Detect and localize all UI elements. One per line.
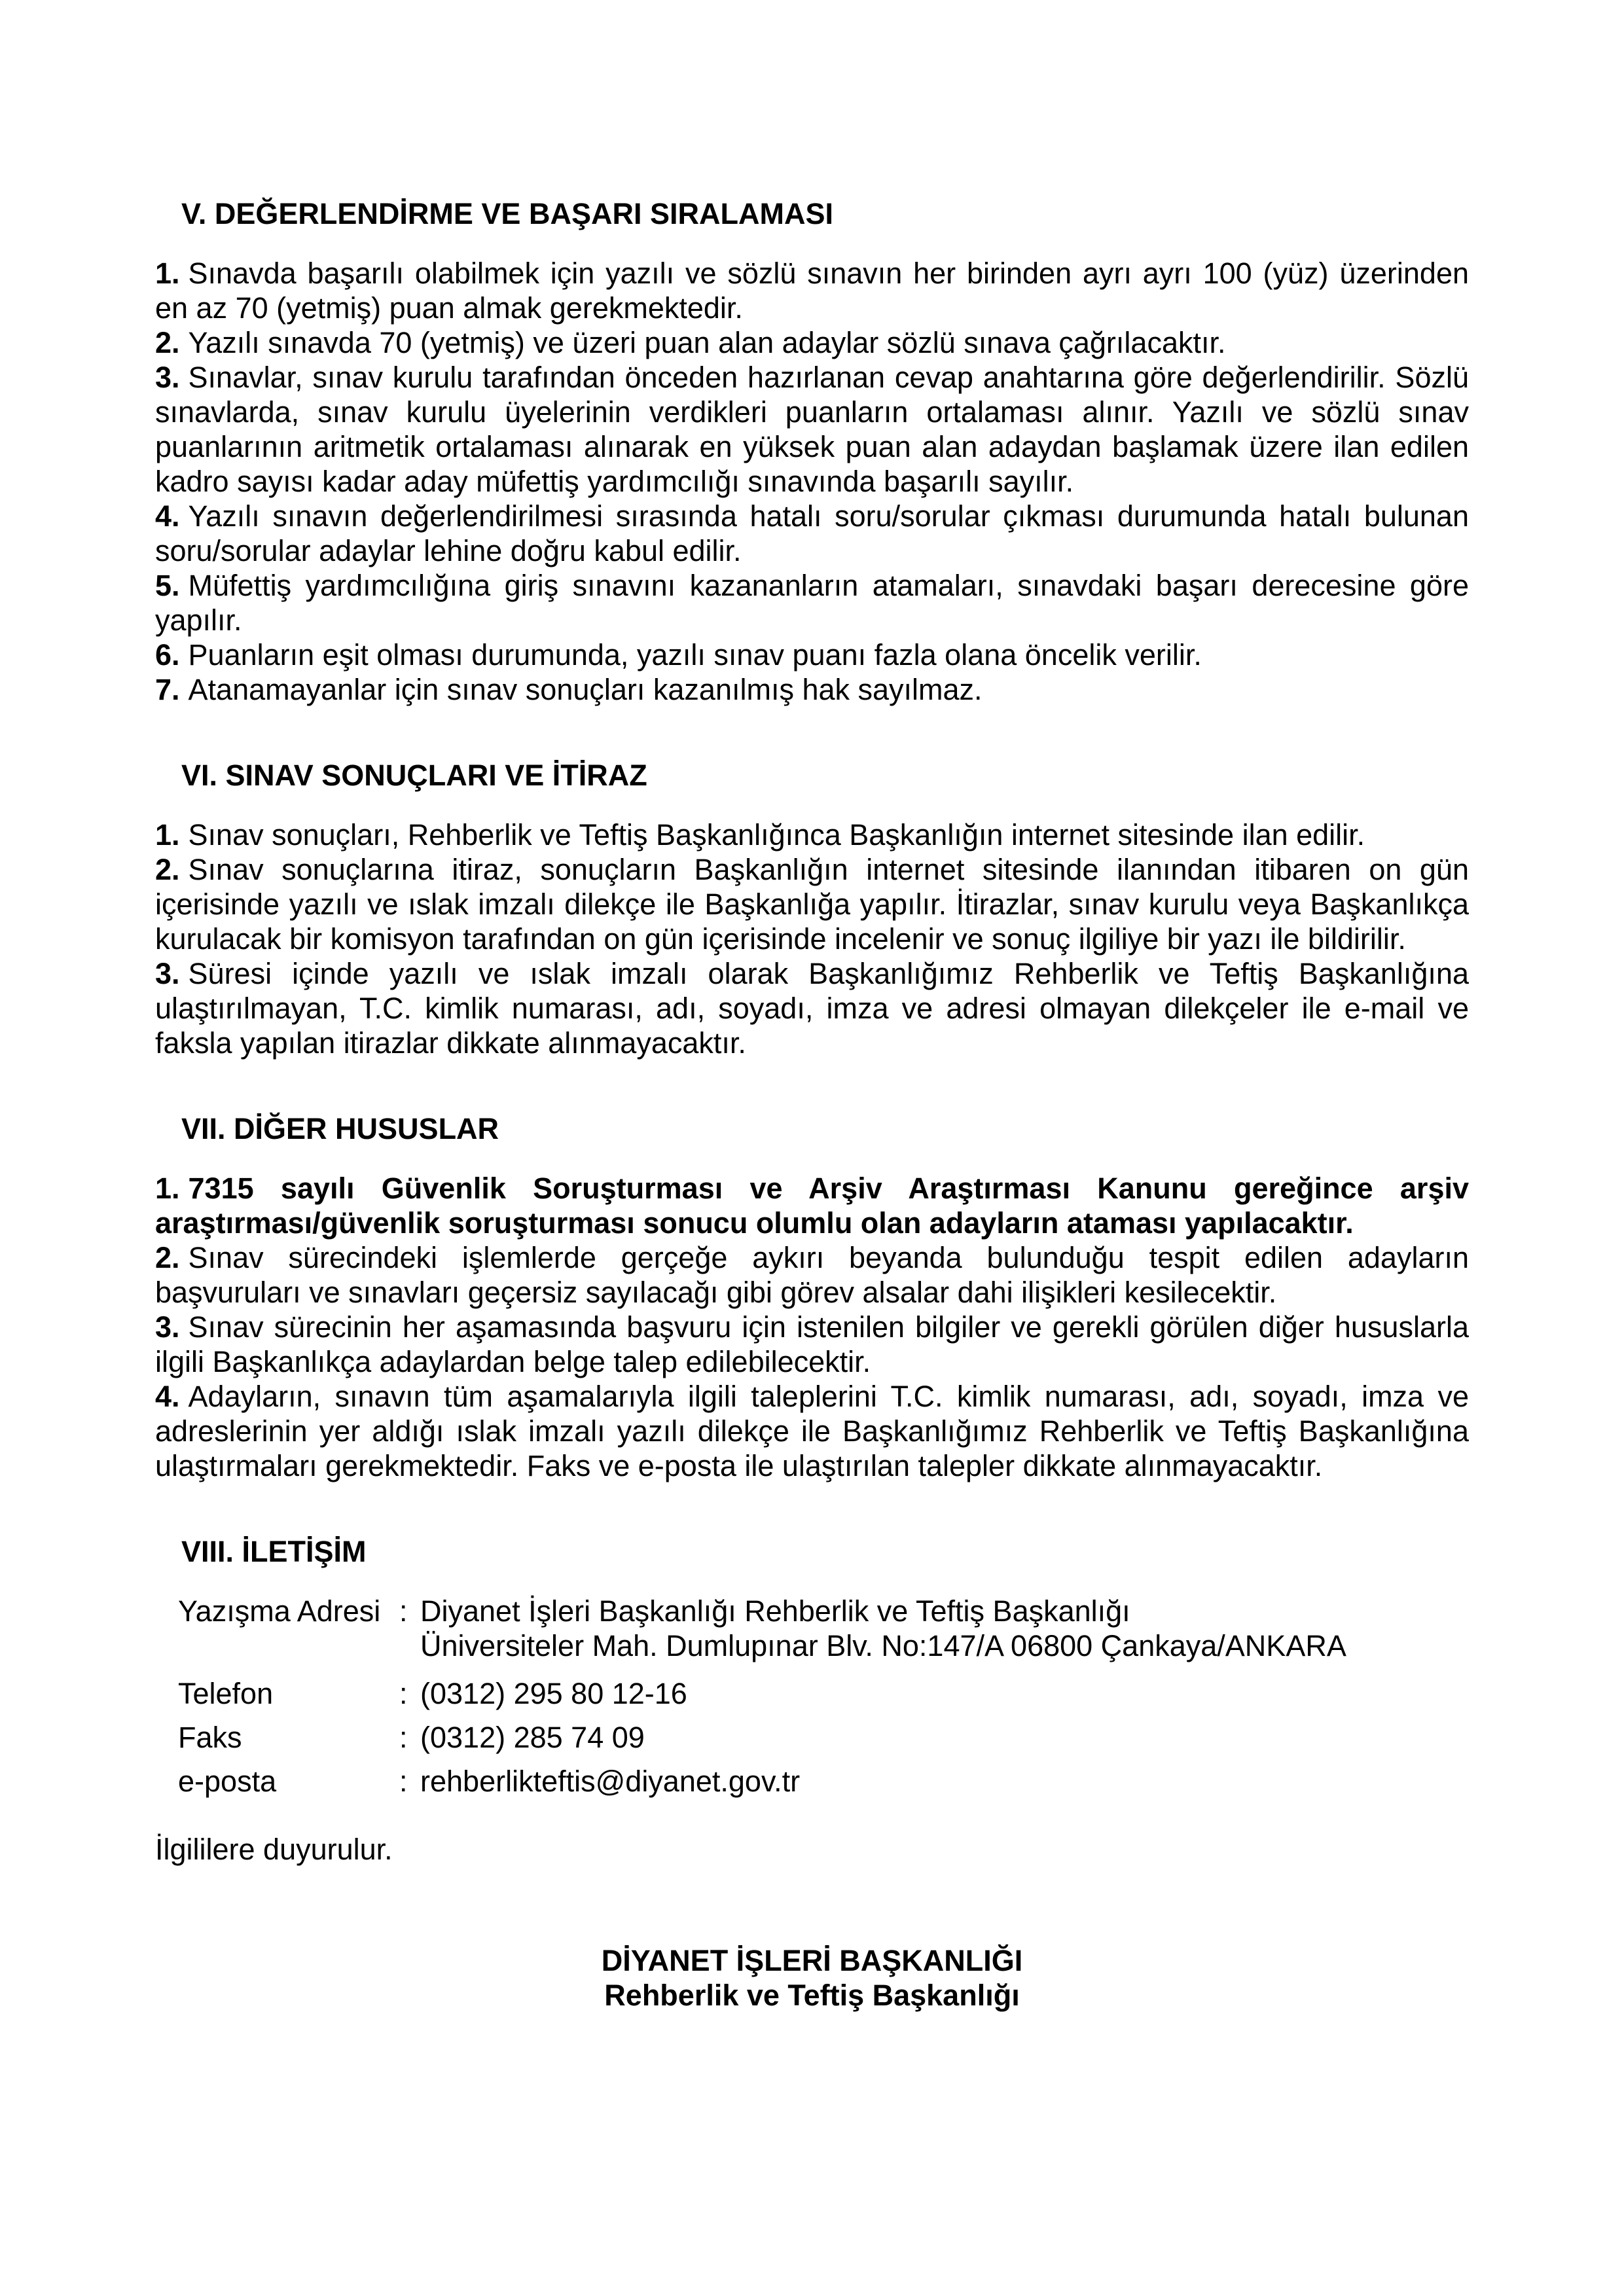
signature-line-2: Rehberlik ve Teftiş Başkanlığı [604, 1979, 1020, 2012]
contact-label: e-posta [178, 1765, 277, 1798]
contact-label: Yazışma Adresi [178, 1594, 381, 1628]
item-text: Sınav sonuçlarına itiraz, sonuçların Başkanlığın internet sitesinde ilanından itibaren on gün içerisinde yazılı ve ıslak imzalı dilekçe ile Başkanlığa yapılır. İtirazlar, sınav kurulu veya Başkanlıkça kurulacak bir komisyon tarafından on gün içerisinde incelenir ve sonuç ilgiliye bir yazı ile bildirilir. [155, 853, 1469, 956]
item-text: Yazılı sınavda 70 (yetmiş) ve üzeri puan alan adaylar sözlü sınava çağrılacaktır. [188, 326, 1226, 359]
contact-row-phone [178, 1676, 1469, 1711]
item-text: 7315 sayılı Güvenlik Soruşturması ve Arşiv Araştırması Kanunu gereğince arşiv araştırması/güvenlik soruşturması sonucu olumlu olan adayların ataması yapılacaktır. [155, 1172, 1469, 1240]
address-line-1: Diyanet İşleri Başkanlığı Rehberlik ve Teftiş Başkanlığı [420, 1594, 1130, 1628]
item-number: 4. [155, 499, 180, 533]
item-number: 5. [155, 569, 180, 602]
list-item [155, 672, 1469, 707]
contact-colon: : [399, 1677, 408, 1710]
item-text: Sınav sürecinin her aşamasında başvuru için istenilen bilgiler ve gerekli görülen diğer hususlarla ilgili Başkanlıkça adaylardan belge talep edilebilecektir. [155, 1310, 1469, 1378]
item-text: Sınavda başarılı olabilmek için yazılı ve sözlü sınavın her birinden ayrı ayrı 100 (yüz) üzerinden en az 70 (yetmiş) puan almak gerekmektedir. [155, 257, 1469, 325]
list-item [155, 325, 1469, 360]
section-heading-v: V. DEĞERLENDİRME VE BAŞARI SIRALAMASI [181, 197, 833, 230]
contact-row-email [178, 1764, 1469, 1799]
list-item [155, 637, 1469, 672]
item-number: 4. [155, 1380, 180, 1413]
item-number: 3. [155, 1310, 180, 1344]
item-text: Atanamayanlar için sınav sonuçları kazanılmış hak sayılmaz. [188, 673, 983, 706]
item-text: Adayların, sınavın tüm aşamalarıyla ilgili taleplerini T.C. kimlik numarası, adı, soyadı, imza ve adreslerinin yer aldığı ıslak imzalı yazılı dilekçe ile Başkanlığımız Rehberlik ve Teftiş Başkanlığına ulaştırmaları gerekmektedir. Faks ve e-posta ile ulaştırılan talepler dikkate alınmayacaktır. [155, 1380, 1469, 1482]
fax-value: (0312) 285 74 09 [420, 1721, 645, 1754]
list-item [155, 817, 1469, 852]
contact-block [155, 1594, 1469, 1799]
list-item [155, 360, 1469, 499]
list-item [155, 1171, 1469, 1240]
contact-row-fax [178, 1720, 1469, 1755]
contact-label: Faks [178, 1721, 242, 1754]
item-number: 3. [155, 361, 180, 394]
phone-value: (0312) 295 80 12-16 [420, 1677, 687, 1710]
list-item [155, 1379, 1469, 1483]
contact-colon: : [399, 1721, 408, 1754]
item-text: Süresi içinde yazılı ve ıslak imzalı olarak Başkanlığımız Rehberlik ve Teftiş Başkanlığına ulaştırılmayan, T.C. kimlik numarası, adı, soyadı, imza ve adresi olmayan dilekçeler ile e-mail ve faksla yapılan itirazlar dikkate alınmayacaktır. [155, 957, 1469, 1060]
email-value: rehberlikteftis@diyanet.gov.tr [420, 1765, 801, 1798]
signature-block [155, 1943, 1469, 2013]
item-text: Sınav sonuçları, Rehberlik ve Teftiş Başkanlığınca Başkanlığın internet sitesinde ilan edilir. [188, 818, 1365, 852]
item-number: 2. [155, 853, 180, 886]
list-item [155, 256, 1469, 325]
item-text: Sınavlar, sınav kurulu tarafından önceden hazırlanan cevap anahtarına göre değerlendirilir. Sözlü sınavlarda, sınav kurulu üyelerinin verdikleri puanların ortalaması alınır. Yazılı ve sözlü sınav puanlarının aritmetik ortalaması alınarak en yüksek puan alan adaydan başlamak üzere ilan edilen kadro sayısı kadar aday müfettiş yardımcılığı sınavında başarılı sayılır. [155, 361, 1469, 498]
item-text: Sınav sürecindeki işlemlerde gerçeğe aykırı beyanda bulunduğu tespit edilen adayların başvuruları ve sınavları geçersiz sayılacağı gibi görev alsalar dahi ilişikleri kesilecektir. [155, 1241, 1469, 1309]
item-text: Müfettiş yardımcılığına giriş sınavını kazananların atamaları, sınavdaki başarı derecesine göre yapılır. [155, 569, 1469, 637]
item-number: 7. [155, 673, 180, 706]
item-number: 2. [155, 326, 180, 359]
list-item [155, 568, 1469, 637]
signature-line-1: DİYANET İŞLERİ BAŞKANLIĞI [601, 1944, 1023, 1977]
list-item [155, 1240, 1469, 1310]
list-item [155, 1310, 1469, 1379]
contact-label: Telefon [178, 1677, 274, 1710]
item-number: 1. [155, 818, 180, 852]
contact-colon: : [399, 1594, 408, 1628]
contact-row-address [178, 1594, 1469, 1663]
item-number: 1. [155, 257, 180, 290]
item-text: Puanların eşit olması durumunda, yazılı sınav puanı fazla olana öncelik verilir. [188, 638, 1202, 672]
section-heading-viii: VIII. İLETİŞİM [181, 1535, 367, 1568]
item-number: 3. [155, 957, 180, 990]
item-number: 6. [155, 638, 180, 672]
item-text: Yazılı sınavın değerlendirilmesi sırasında hatalı soru/sorular çıkması durumunda hatalı bulunan soru/sorular adaylar lehine doğru kabul edilir. [155, 499, 1469, 567]
contact-value [420, 1594, 1469, 1663]
section-heading-vi: VI. SINAV SONUÇLARI VE İTİRAZ [181, 759, 647, 792]
section-heading-vii: VII. DİĞER HUSUSLAR [181, 1112, 499, 1145]
item-number: 1. [155, 1172, 180, 1205]
list-item [155, 499, 1469, 568]
list-item [155, 956, 1469, 1060]
closing-statement: İlgililere duyurulur. [155, 1833, 393, 1866]
contact-colon: : [399, 1765, 408, 1798]
list-item [155, 852, 1469, 956]
address-line-2: Üniversiteler Mah. Dumlupınar Blv. No:147/A 06800 Çankaya/ANKARA [420, 1629, 1346, 1662]
item-number: 2. [155, 1241, 180, 1274]
